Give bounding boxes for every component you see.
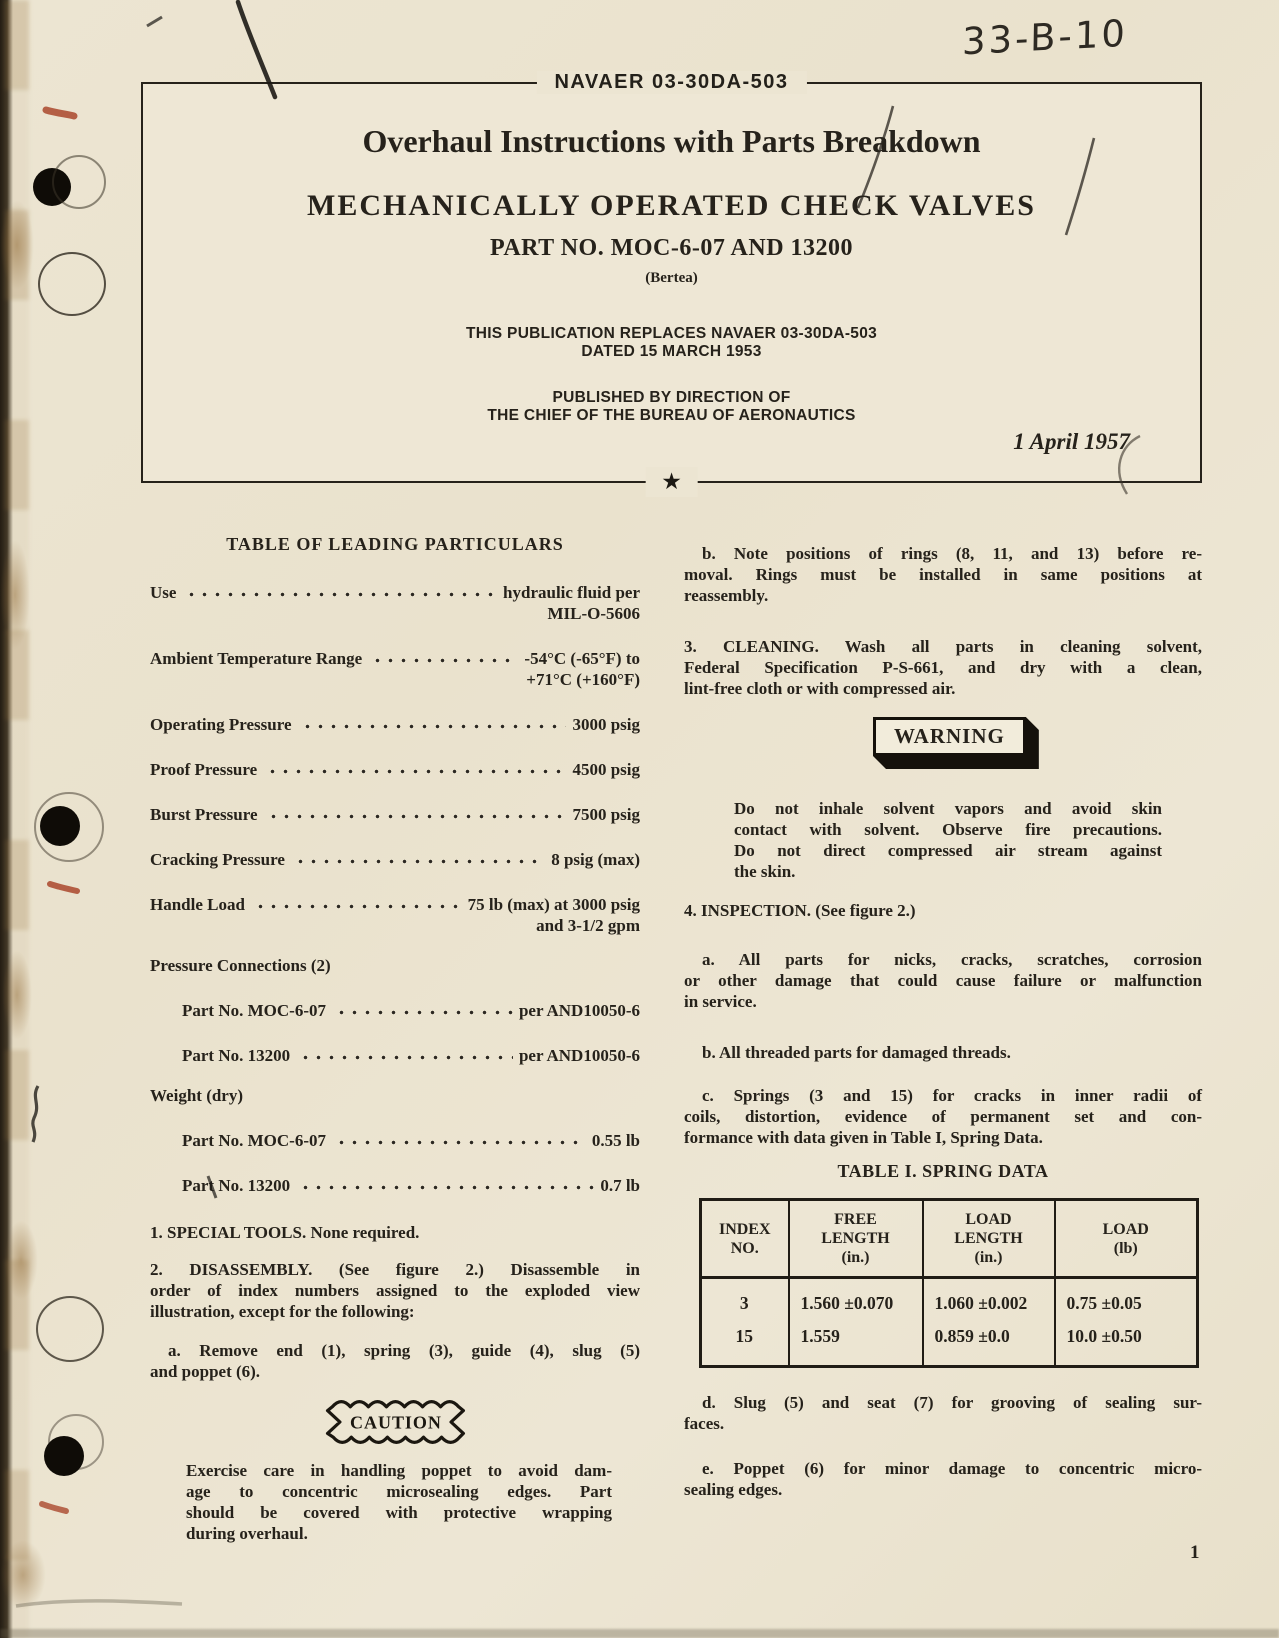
particular-row bbox=[150, 844, 640, 870]
particular-value: 8 psig (max) bbox=[551, 850, 640, 869]
particular-label: Weight (dry) bbox=[150, 1086, 244, 1105]
particular-value: 0.55 lb bbox=[591, 1131, 640, 1150]
section-inspection-e bbox=[684, 1458, 1202, 1500]
text-line: b. Note positions of rings (8, 11, and 13) before re- bbox=[702, 544, 1202, 563]
leader-dots bbox=[266, 754, 566, 775]
text-line: Federal Specification P-S-661, and dry with a clean, bbox=[684, 658, 1202, 677]
text-line: moval. Rings must be installed in same positions at bbox=[684, 565, 1202, 584]
particular-value: -54°C (-65°F) to bbox=[524, 649, 640, 668]
header-line: (in.) bbox=[974, 1249, 1003, 1266]
text-line: during overhaul. bbox=[186, 1524, 308, 1543]
particular-value: 3000 psig bbox=[572, 715, 640, 734]
text-line: 1. SPECIAL TOOLS. None required. bbox=[150, 1223, 420, 1242]
text-line: lint-free cloth or with compressed air. bbox=[684, 679, 956, 698]
published-note bbox=[143, 389, 1200, 425]
particular-row bbox=[150, 1085, 640, 1106]
section-disassembly-a bbox=[150, 1340, 640, 1382]
particular-row bbox=[150, 754, 640, 780]
doc-subtitle: MECHANICALLY OPERATED CHECK VALVES bbox=[307, 189, 1036, 222]
header-line: LENGTH bbox=[821, 1230, 890, 1247]
red-mark bbox=[50, 884, 77, 891]
section-inspection-a bbox=[684, 949, 1202, 1012]
leader-dots bbox=[267, 799, 567, 820]
stain bbox=[2, 950, 32, 1040]
particular-value-cont: MIL-O-5606 bbox=[547, 604, 640, 623]
caution-badge bbox=[319, 1394, 471, 1450]
particular-row bbox=[150, 889, 640, 936]
particular-value: 0.7 lb bbox=[600, 1176, 640, 1195]
text-line: reassembly. bbox=[684, 586, 769, 605]
text-line: contact with solvent. Observe fire precautions. bbox=[734, 820, 1162, 839]
warning-note bbox=[734, 798, 1162, 882]
part-number-line: PART NO. MOC-6-07 AND 13200 bbox=[489, 235, 854, 261]
text-line: illustration, except for the following: bbox=[150, 1302, 415, 1321]
cell-load: 0.75 ±0.05 bbox=[1055, 1278, 1198, 1319]
particular-row bbox=[150, 1170, 640, 1196]
header-line: LOAD bbox=[965, 1211, 1012, 1228]
particular-label: Part No. 13200 bbox=[182, 1176, 291, 1195]
header-line: LENGTH bbox=[954, 1230, 1023, 1247]
particular-label: Part No. MOC-6-07 bbox=[182, 1001, 326, 1020]
particular-label: Operating Pressure bbox=[150, 715, 292, 734]
replaces-line: THIS PUBLICATION REPLACES NAVAER 03-30DA-503 bbox=[465, 325, 878, 342]
particular-value-cont: +71°C (+160°F) bbox=[526, 670, 640, 689]
leader-dots bbox=[301, 709, 567, 730]
leader-dots bbox=[335, 995, 513, 1016]
stain bbox=[4, 1220, 38, 1300]
text-line: Do not direct compressed air stream against bbox=[734, 841, 1162, 860]
particulars-heading: TABLE OF LEADING PARTICULARS bbox=[226, 534, 564, 554]
leader-dots bbox=[254, 889, 462, 910]
particular-value: 4500 psig bbox=[572, 760, 640, 779]
col-header-free-length bbox=[789, 1200, 923, 1278]
published-line: PUBLISHED BY DIRECTION OF bbox=[552, 389, 791, 406]
text-line: the skin. bbox=[734, 862, 796, 881]
hole-punch-ring bbox=[36, 1296, 104, 1362]
table-row bbox=[701, 1318, 1198, 1367]
text-line: order of index numbers assigned to the exploded view bbox=[150, 1281, 640, 1300]
doc-title: Overhaul Instructions with Parts Breakdown bbox=[362, 123, 981, 159]
particular-row bbox=[150, 799, 640, 825]
cell-free-length: 1.560 ±0.070 bbox=[789, 1278, 923, 1319]
section-disassembly bbox=[150, 1259, 640, 1322]
particular-label: Part No. 13200 bbox=[182, 1046, 291, 1065]
page-number: 1 bbox=[1190, 1542, 1200, 1563]
pencil-mark bbox=[147, 17, 162, 26]
leader-dots bbox=[299, 1040, 513, 1061]
leader-dots bbox=[299, 1170, 594, 1191]
replaces-note bbox=[143, 325, 1200, 361]
cell-index: 3 bbox=[739, 1293, 749, 1313]
particular-label: Handle Load bbox=[150, 895, 245, 914]
particular-label: Ambient Temperature Range bbox=[150, 649, 363, 668]
text-line: a. Remove end (1), spring (3), guide (4), slug (5) bbox=[168, 1341, 640, 1360]
text-line: 4. INSPECTION. (See figure 2.) bbox=[684, 901, 916, 920]
col-header-load-length bbox=[923, 1200, 1055, 1278]
particular-value: per AND10050-6 bbox=[518, 1001, 640, 1020]
doc-number: NAVAER 03-30DA-503 bbox=[536, 71, 806, 94]
col-header-index bbox=[701, 1200, 789, 1278]
text-line: age to concentric microsealing edges. Part bbox=[186, 1482, 612, 1501]
particular-value: per AND10050-6 bbox=[518, 1046, 640, 1065]
particular-label: Proof Pressure bbox=[150, 760, 258, 779]
cell-load-length: 1.060 ±0.002 bbox=[923, 1278, 1055, 1319]
particular-value: 7500 psig bbox=[572, 805, 640, 824]
title-box bbox=[141, 71, 1202, 494]
particular-value: hydraulic fluid per bbox=[503, 583, 640, 602]
left-column bbox=[150, 505, 640, 1544]
text-line: d. Slug (5) and seat (7) for grooving of sealing sur- bbox=[702, 1393, 1202, 1412]
caution-label: CAUTION bbox=[350, 1412, 442, 1433]
text-line: and poppet (6). bbox=[150, 1362, 261, 1381]
text-line: b. All threaded parts for damaged threads. bbox=[702, 1043, 1011, 1062]
particular-row bbox=[150, 1125, 640, 1151]
section-inspection bbox=[684, 900, 1202, 921]
table-header-row bbox=[701, 1200, 1198, 1278]
section-special-tools bbox=[150, 1222, 640, 1243]
caution-badge-border bbox=[319, 1394, 471, 1450]
manufacturer: (Bertea) bbox=[645, 270, 698, 286]
publication-date: 1 April 1957 bbox=[1013, 429, 1130, 454]
header-line: (lb) bbox=[1113, 1239, 1138, 1257]
text-line: should be covered with protective wrapping bbox=[186, 1503, 612, 1522]
warning-label: WARNING bbox=[873, 717, 1026, 756]
particular-label: Burst Pressure bbox=[150, 805, 258, 824]
text-line: coils, distortion, evidence of permanent set and con- bbox=[684, 1107, 1202, 1126]
particular-value-cont: and 3-1/2 gpm bbox=[536, 916, 640, 935]
scan-bottom-edge bbox=[0, 1629, 1279, 1638]
particular-label: Use bbox=[150, 583, 177, 602]
spring-data-table bbox=[699, 1198, 1199, 1368]
cell-load: 10.0 ±0.50 bbox=[1055, 1318, 1198, 1367]
stain bbox=[0, 200, 34, 290]
text-line: 2. DISASSEMBLY. (See figure 2.) Disassemble in bbox=[150, 1260, 640, 1279]
stain bbox=[0, 540, 30, 650]
header-line: FREE bbox=[834, 1211, 877, 1228]
particular-row bbox=[150, 995, 640, 1021]
leader-dots bbox=[294, 844, 545, 865]
cell-free-length: 1.559 bbox=[789, 1318, 923, 1367]
particular-label: Part No. MOC-6-07 bbox=[182, 1131, 326, 1150]
leader-dots bbox=[335, 1125, 586, 1146]
hole-punch bbox=[40, 806, 80, 846]
spring-table-title: TABLE I. SPRING DATA bbox=[837, 1161, 1049, 1181]
particular-label: Pressure Connections (2) bbox=[150, 956, 331, 975]
replaces-line: DATED 15 MARCH 1953 bbox=[581, 343, 762, 360]
text-line: a. All parts for nicks, cracks, scratches, corrosion bbox=[702, 950, 1202, 969]
particular-row bbox=[150, 577, 640, 624]
section-note-b bbox=[684, 543, 1202, 606]
published-line: THE CHIEF OF THE BUREAU OF AERONAUTICS bbox=[487, 407, 856, 424]
section-cleaning bbox=[684, 636, 1202, 699]
text-line: formance with data given in Table I, Spring Data. bbox=[684, 1128, 1043, 1147]
warning-badge bbox=[873, 717, 1026, 756]
stain bbox=[0, 1540, 46, 1610]
hole-punch-ring bbox=[38, 252, 106, 316]
col-header-load bbox=[1055, 1200, 1198, 1278]
caution-note bbox=[186, 1460, 612, 1544]
particular-row bbox=[150, 709, 640, 735]
star-icon: ★ bbox=[645, 467, 698, 497]
pencil-mark bbox=[33, 1086, 38, 1142]
text-line: Exercise care in handling poppet to avoid dam- bbox=[186, 1461, 612, 1480]
text-line: in service. bbox=[684, 992, 757, 1011]
red-mark bbox=[46, 110, 74, 116]
red-mark bbox=[42, 1504, 66, 1511]
leader-dots bbox=[185, 577, 497, 598]
cell-load-length: 0.859 ±0.0 bbox=[923, 1318, 1055, 1367]
cell-index: 15 bbox=[735, 1326, 753, 1346]
handwritten-code: 33-B-10 bbox=[961, 11, 1129, 64]
table-row bbox=[701, 1278, 1198, 1319]
header-line: NO. bbox=[730, 1239, 759, 1257]
text-line: Do not inhale solvent vapors and avoid skin bbox=[734, 799, 1162, 818]
text-line: c. Springs (3 and 15) for cracks in inner radii of bbox=[702, 1086, 1202, 1105]
particular-label: Cracking Pressure bbox=[150, 850, 285, 869]
particulars-list bbox=[150, 577, 640, 1196]
section-inspection-b bbox=[684, 1042, 1202, 1063]
header-line: LOAD bbox=[1102, 1220, 1149, 1238]
header-line: (in.) bbox=[841, 1249, 870, 1266]
particular-row bbox=[150, 955, 640, 976]
text-line: e. Poppet (6) for minor damage to concentric micro- bbox=[702, 1459, 1202, 1478]
hole-punch-ring bbox=[52, 155, 106, 209]
particular-row bbox=[150, 643, 640, 690]
leader-dots bbox=[371, 643, 518, 664]
particular-value: 75 lb (max) at 3000 psig bbox=[467, 895, 640, 914]
right-column bbox=[684, 505, 1202, 1500]
text-line: sealing edges. bbox=[684, 1480, 783, 1499]
hole-punch bbox=[44, 1436, 84, 1476]
particular-row bbox=[150, 1040, 640, 1066]
section-inspection-c bbox=[684, 1085, 1202, 1148]
text-line: or other damage that could cause failure or malfunction bbox=[684, 971, 1202, 990]
section-inspection-d bbox=[684, 1392, 1202, 1434]
text-line: 3. CLEANING. Wash all parts in cleaning solvent, bbox=[684, 637, 1202, 656]
header-line: INDEX bbox=[718, 1220, 771, 1238]
text-line: faces. bbox=[684, 1414, 725, 1433]
